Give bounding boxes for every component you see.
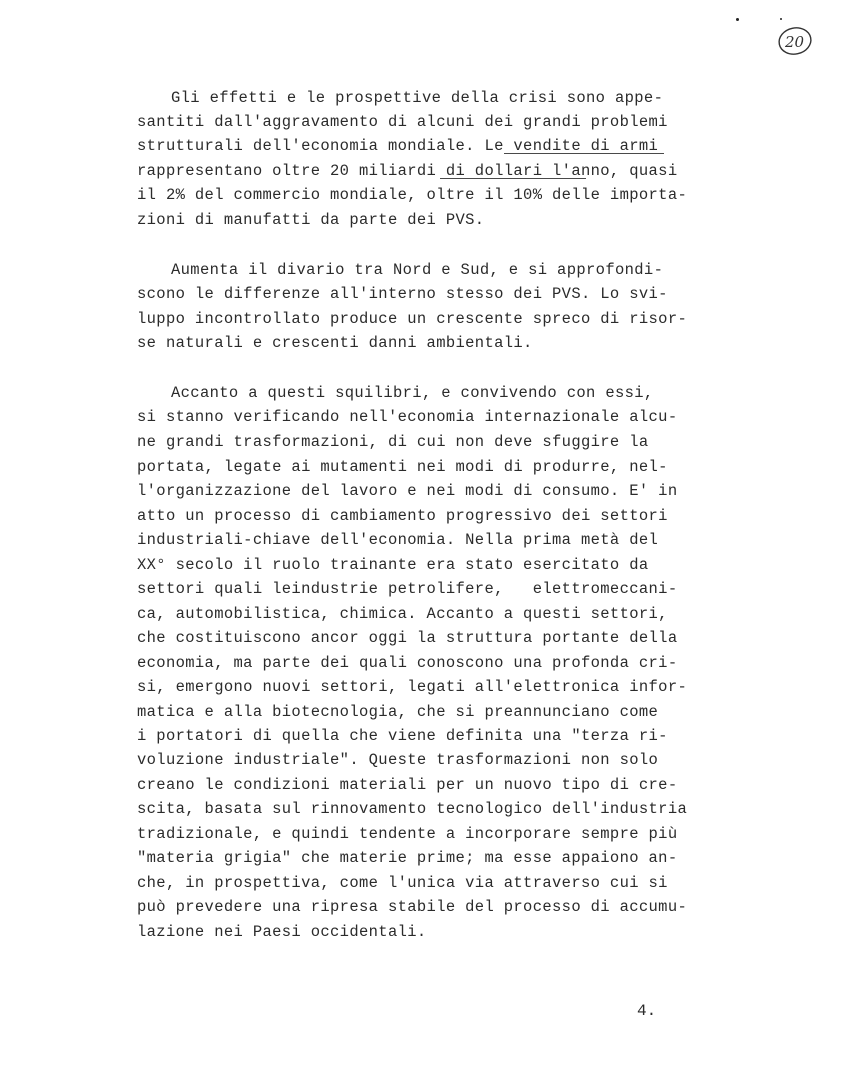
text-line: può prevedere una ripresa stabile del processo di accumu-: [137, 898, 688, 916]
text-line: Accanto a questi squilibri, e convivendo con essi,: [171, 384, 654, 402]
text-line: lazione nei Paesi occidentali.: [137, 923, 427, 941]
text-line: luppo incontrollato produce un crescente spreco di risor-: [137, 310, 688, 328]
text-line: ne grandi trasformazioni, di cui non deve sfuggire la: [137, 433, 649, 451]
text-line: si stanno verificando nell'economia internazionale alcu-: [137, 408, 678, 426]
text-line: voluzione industriale". Queste trasformazioni non solo: [137, 751, 659, 769]
text-line: Aumenta il divario tra Nord e Sud, e si approfondi-: [171, 261, 664, 279]
text-line: che costituiscono ancor oggi la struttura portante della: [137, 629, 678, 647]
text-line: creano le condizioni materiali per un nuovo tipo di cre-: [137, 776, 678, 794]
text-line: economia, ma parte dei quali conoscono una profonda cri-: [137, 654, 678, 672]
annotation-text: 20: [785, 33, 805, 51]
speck-mark: [736, 18, 739, 21]
text-line: si, emergono nuovi settori, legati all'elettronica infor-: [137, 678, 688, 696]
text-line: zioni di manufatti da parte dei PVS.: [137, 211, 485, 229]
text-line: strutturali dell'economia mondiale. Le vendite di armi: [137, 137, 659, 155]
text-line: portata, legate ai mutamenti nei modi di produrre, nel-: [137, 458, 668, 476]
text-line: ca, automobilistica, chimica. Accanto a questi settori,: [137, 605, 668, 623]
text-line: rappresentano oltre 20 miliardi di dollari l'anno, quasi: [137, 162, 678, 180]
circled-annotation: [776, 23, 814, 59]
text-line: il 2% del commercio mondiale, oltre il 10% delle importa-: [137, 186, 688, 204]
text-line: se naturali e crescenti danni ambientali.: [137, 334, 533, 352]
text-line: industriali-chiave dell'economia. Nella prima metà del: [137, 531, 659, 549]
text-line: Gli effetti e le prospettive della crisi sono appe-: [171, 89, 664, 107]
text-line: scita, basata sul rinnovamento tecnologico dell'industria: [137, 800, 688, 818]
text-line: santiti dall'aggravamento di alcuni dei grandi problemi: [137, 113, 668, 131]
text-line: XX° secolo il ruolo trainante era stato esercitato da: [137, 556, 649, 574]
text-line: matica e alla biotecnologia, che si preannunciano come: [137, 703, 659, 721]
text-line: l'organizzazione del lavoro e nei modi di consumo. E' in: [137, 482, 678, 500]
text-line: i portatori di quella che viene definita una "terza ri-: [137, 727, 668, 745]
pen-underline: [440, 178, 586, 179]
text-line: settori quali leindustrie petrolifere, elettromeccani-: [137, 580, 678, 598]
text-line: che, in prospettiva, come l'unica via attraverso cui si: [137, 874, 668, 892]
text-line: scono le differenze all'interno stesso dei PVS. Lo svi-: [137, 285, 668, 303]
text-line: atto un processo di cambiamento progressivo dei settori: [137, 507, 668, 525]
text-line: tradizionale, e quindi tendente a incorporare sempre più: [137, 825, 678, 843]
speck-mark: [780, 18, 782, 20]
text-line: "materia grigia" che materie prime; ma esse appaiono an-: [137, 849, 678, 867]
page-number: 4.: [637, 1002, 657, 1020]
pen-underline: [504, 153, 664, 154]
